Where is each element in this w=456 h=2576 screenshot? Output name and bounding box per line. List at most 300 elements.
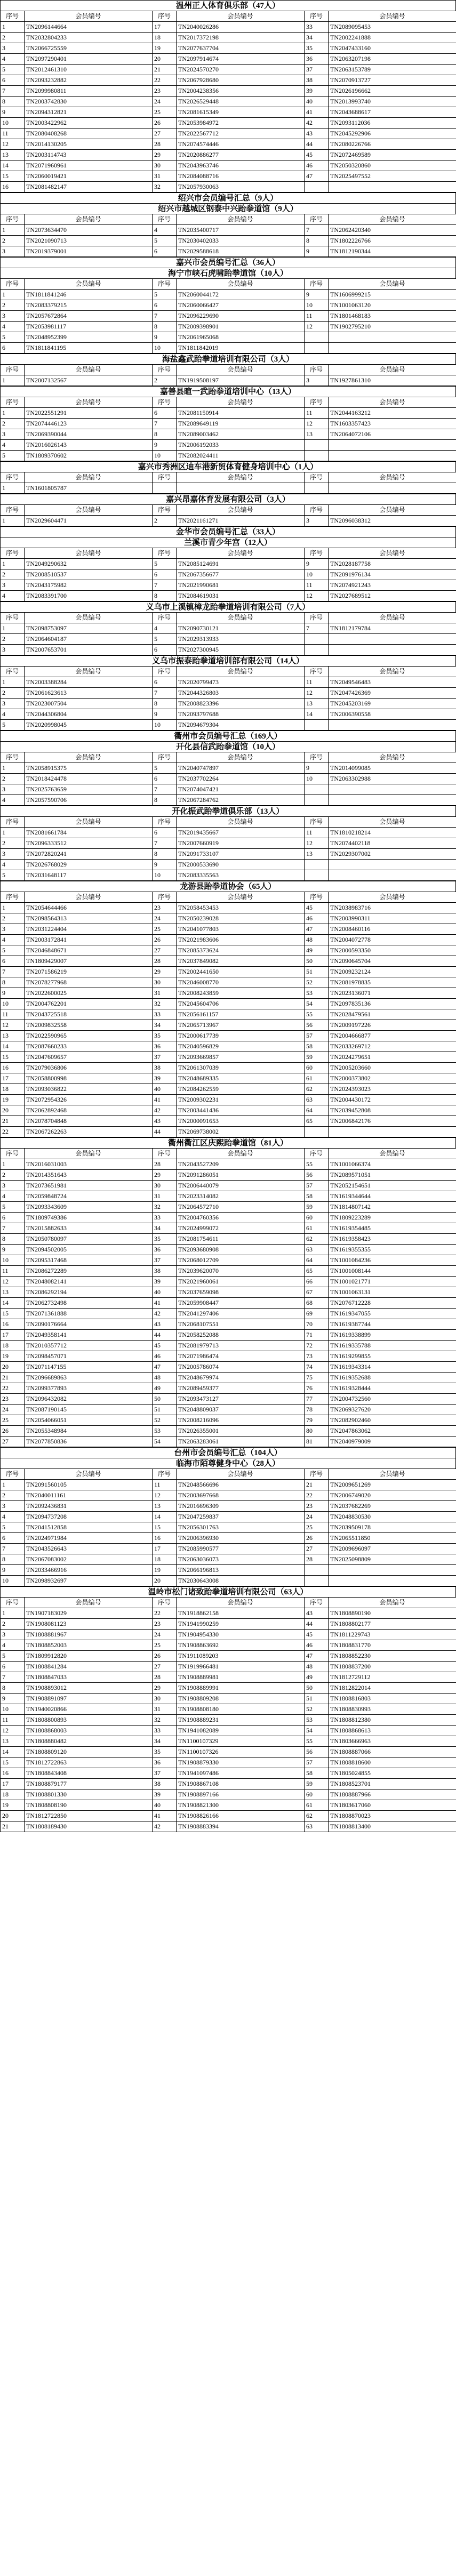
- member-id-cell: TN2098457071: [25, 1351, 153, 1362]
- seq-cell: 1: [1, 763, 25, 774]
- seq-cell: 7: [153, 688, 177, 699]
- seq-cell: 32: [153, 182, 177, 192]
- seq-cell: 3: [1, 311, 25, 322]
- seq-cell: 10: [305, 569, 329, 580]
- seq-cell: 12: [1, 139, 25, 150]
- member-id-cell: TN2093473127: [177, 1394, 305, 1405]
- header-member-id: 会员编号: [329, 505, 456, 516]
- member-id-cell: TN1919508197: [177, 375, 305, 386]
- seq-cell: 15: [1, 1052, 25, 1063]
- member-id-cell: TN1619328444: [329, 1383, 456, 1394]
- seq-cell: 3: [305, 516, 329, 526]
- seq-cell: 3: [1, 1181, 25, 1191]
- seq-cell: 41: [153, 1811, 177, 1821]
- seq-cell: 40: [153, 1084, 177, 1095]
- member-id-cell: TN2023314082: [177, 1191, 305, 1202]
- member-id-cell: TN2022551291: [25, 408, 153, 419]
- seq-cell: 43: [305, 1608, 329, 1619]
- seq-cell: 3: [1, 580, 25, 591]
- member-id-cell: TN2022590965: [25, 1031, 153, 1041]
- member-id-cell: TN1001008144: [329, 1266, 456, 1277]
- member-id-cell: [329, 784, 456, 795]
- seq-cell: [305, 784, 329, 795]
- seq-cell: 2: [1, 1170, 25, 1181]
- table-row: [1, 1073, 456, 1084]
- member-id-cell: TN2062892468: [25, 1105, 153, 1116]
- member-id-cell: TN1808852230: [329, 1651, 456, 1662]
- section-block: [0, 268, 456, 354]
- table-row: [1, 1694, 456, 1704]
- member-id-cell: TN1100107326: [177, 1747, 305, 1758]
- table-row: [1, 1116, 456, 1127]
- seq-cell: 9: [1, 1565, 25, 1576]
- header-seq: 序号: [1, 397, 25, 408]
- header-seq: 序号: [305, 1598, 329, 1608]
- seq-cell: 42: [153, 1821, 177, 1832]
- header-member-id: 会员编号: [329, 397, 456, 408]
- seq-cell: 46: [305, 1640, 329, 1651]
- seq-cell: 15: [1, 1309, 25, 1319]
- seq-cell: 35: [153, 1031, 177, 1041]
- table-row: [1, 913, 456, 924]
- table-row: [1, 1330, 456, 1341]
- member-id-cell: TN1908889981: [177, 1672, 305, 1683]
- section-title: 嘉兴昂嘉体育发展有限公司（3人）: [0, 494, 456, 504]
- table-row: [1, 86, 456, 97]
- member-id-cell: TN1811842019: [177, 343, 305, 354]
- header-seq: 序号: [1, 365, 25, 375]
- member-table: [0, 548, 456, 601]
- seq-cell: 5: [1, 451, 25, 461]
- seq-cell: 7: [1, 86, 25, 97]
- header-seq: 序号: [1, 613, 25, 623]
- seq-cell: [305, 645, 329, 655]
- seq-cell: 70: [305, 1319, 329, 1330]
- seq-cell: 24: [305, 1512, 329, 1522]
- header-row: [1, 817, 456, 828]
- seq-cell: 9: [305, 763, 329, 774]
- member-id-cell: TN2083335563: [177, 870, 305, 881]
- table-row: [1, 1031, 456, 1041]
- member-id-cell: [329, 634, 456, 645]
- member-id-cell: TN2093232882: [25, 75, 153, 86]
- table-row: [1, 924, 456, 935]
- table-row: [1, 1619, 456, 1630]
- member-id-cell: TN2099980811: [25, 86, 153, 97]
- member-id-cell: TN2081150914: [177, 408, 305, 419]
- seq-cell: 14: [1, 1298, 25, 1309]
- member-id-cell: TN2073634470: [25, 225, 153, 236]
- member-table: [0, 1148, 456, 1447]
- header-seq: 序号: [1, 548, 25, 559]
- member-id-cell: [329, 795, 456, 806]
- seq-cell: 59: [305, 1779, 329, 1789]
- seq-cell: 3: [1, 924, 25, 935]
- seq-cell: 15: [1, 1758, 25, 1768]
- member-id-cell: TN2093036822: [25, 1084, 153, 1095]
- member-id-cell: [177, 483, 305, 494]
- member-id-cell: TN2090645704: [329, 956, 456, 967]
- member-id-cell: TN2080408268: [25, 129, 153, 139]
- seq-cell: 45: [305, 150, 329, 161]
- seq-cell: 14: [153, 1512, 177, 1522]
- table-row: [1, 1768, 456, 1779]
- seq-cell: 5: [1, 870, 25, 881]
- member-id-cell: TN1100107329: [177, 1736, 305, 1747]
- member-id-cell: [329, 182, 456, 192]
- seq-cell: 9: [1, 988, 25, 999]
- member-table: [0, 1468, 456, 1586]
- member-id-cell: TN2063036073: [177, 1554, 305, 1565]
- header-seq: 序号: [153, 1598, 177, 1608]
- member-id-cell: TN2031648117: [25, 870, 153, 881]
- member-id-cell: TN2041297406: [177, 1309, 305, 1319]
- member-id-cell: TN2003990311: [329, 913, 456, 924]
- table-row: [1, 300, 456, 311]
- table-row: [1, 559, 456, 569]
- seq-cell: 3: [1, 699, 25, 709]
- seq-cell: 4: [1, 54, 25, 65]
- seq-cell: 77: [305, 1394, 329, 1405]
- table-row: [1, 795, 456, 806]
- seq-cell: 6: [1, 343, 25, 354]
- member-id-cell: TN1812722850: [25, 1811, 153, 1821]
- seq-cell: 4: [1, 440, 25, 451]
- seq-cell: 4: [153, 623, 177, 634]
- seq-cell: 44: [305, 1619, 329, 1630]
- seq-cell: 37: [153, 1052, 177, 1063]
- header-member-id: 会员编号: [25, 365, 153, 375]
- member-id-cell: TN1811841246: [25, 290, 153, 300]
- header-member-id: 会员编号: [177, 472, 305, 483]
- seq-cell: 1: [1, 903, 25, 913]
- member-id-cell: TN2000617739: [177, 1031, 305, 1041]
- header-row: [1, 365, 456, 375]
- member-id-cell: TN2009398901: [177, 322, 305, 332]
- member-id-cell: TN1941097486: [177, 1768, 305, 1779]
- header-seq: 序号: [1, 472, 25, 483]
- member-id-cell: TN1908821300: [177, 1800, 305, 1811]
- member-id-cell: TN1808831770: [329, 1640, 456, 1651]
- table-row: [1, 935, 456, 945]
- seq-cell: 34: [153, 1020, 177, 1031]
- member-id-cell: TN2013993740: [329, 97, 456, 107]
- member-id-cell: TN1801468183: [329, 311, 456, 322]
- seq-cell: 24: [153, 97, 177, 107]
- member-id-cell: TN1619343314: [329, 1362, 456, 1373]
- member-id-cell: TN2041512858: [25, 1522, 153, 1533]
- header-member-id: 会员编号: [177, 505, 305, 516]
- member-id-cell: TN1907183029: [25, 1608, 153, 1619]
- member-id-cell: TN2067083002: [25, 1554, 153, 1565]
- table-row: [1, 1704, 456, 1715]
- seq-cell: 3: [1, 43, 25, 54]
- seq-cell: 11: [305, 580, 329, 591]
- header-seq: 序号: [1, 214, 25, 225]
- section-block: [0, 386, 456, 461]
- table-row: [1, 1512, 456, 1522]
- seq-cell: 9: [153, 709, 177, 720]
- seq-cell: 21: [1, 1116, 25, 1127]
- member-id-cell: [329, 1565, 456, 1576]
- header-seq: 序号: [153, 505, 177, 516]
- seq-cell: 36: [305, 54, 329, 65]
- member-id-cell: TN2081615349: [177, 107, 305, 118]
- section-block: [0, 1586, 456, 1832]
- member-id-cell: TN2003697668: [177, 1490, 305, 1501]
- seq-cell: 20: [153, 54, 177, 65]
- seq-cell: 2: [1, 774, 25, 784]
- seq-cell: 37: [305, 65, 329, 75]
- seq-cell: 31: [153, 988, 177, 999]
- table-row: [1, 1426, 456, 1437]
- member-id-cell: TN2096038312: [329, 516, 456, 526]
- seq-cell: 6: [153, 645, 177, 655]
- seq-cell: 17: [153, 22, 177, 33]
- seq-cell: 28: [153, 1672, 177, 1683]
- seq-cell: 25: [305, 1522, 329, 1533]
- seq-cell: 6: [1, 1662, 25, 1672]
- member-id-cell: TN2085373624: [177, 945, 305, 956]
- seq-cell: 2: [1, 419, 25, 429]
- seq-cell: 57: [305, 1181, 329, 1191]
- member-id-cell: TN2027689512: [329, 591, 456, 601]
- header-member-id: 会员编号: [25, 1598, 153, 1608]
- seq-cell: 15: [153, 1522, 177, 1533]
- member-id-cell: TN2098753097: [25, 623, 153, 634]
- member-id-cell: [329, 1127, 456, 1137]
- seq-cell: 25: [153, 1640, 177, 1651]
- table-row: [1, 1683, 456, 1694]
- member-id-cell: TN2009832558: [25, 1020, 153, 1031]
- seq-cell: 12: [1, 1726, 25, 1736]
- member-id-cell: TN1808800893: [25, 1715, 153, 1726]
- seq-cell: 31: [153, 171, 177, 182]
- header-seq: 序号: [305, 1149, 329, 1159]
- seq-cell: 14: [1, 1041, 25, 1052]
- header-member-id: 会员编号: [329, 548, 456, 559]
- member-id-cell: TN2028187758: [329, 559, 456, 569]
- header-seq: 序号: [1, 1149, 25, 1159]
- member-id-cell: TN2009197226: [329, 1020, 456, 1031]
- member-id-cell: TN2063153789: [329, 65, 456, 75]
- section-title: 开化振武跆拳道俱乐部（13人）: [0, 806, 456, 816]
- seq-cell: 3: [1, 429, 25, 440]
- seq-cell: 2: [153, 516, 177, 526]
- member-id-cell: TN2083379215: [25, 300, 153, 311]
- member-id-cell: TN2063207198: [329, 54, 456, 65]
- member-id-cell: TN2060019421: [25, 171, 153, 182]
- member-id-cell: TN2012461310: [25, 65, 153, 75]
- header-member-id: 会员编号: [177, 1469, 305, 1480]
- member-id-cell: TN2004072778: [329, 935, 456, 945]
- seq-cell: 29: [153, 1683, 177, 1694]
- table-row: [1, 1480, 456, 1490]
- seq-cell: 27: [153, 945, 177, 956]
- member-id-cell: TN1808880482: [25, 1736, 153, 1747]
- member-id-cell: TN2078704848: [25, 1116, 153, 1127]
- member-id-cell: TN2024999072: [177, 1223, 305, 1234]
- member-id-cell: TN2074574446: [177, 139, 305, 150]
- member-id-cell: TN2039620070: [177, 1266, 305, 1277]
- seq-cell: 2: [1, 1490, 25, 1501]
- header-seq: 序号: [153, 214, 177, 225]
- seq-cell: 79: [305, 1415, 329, 1426]
- seq-cell: 36: [153, 1245, 177, 1255]
- seq-cell: 1: [1, 677, 25, 688]
- seq-cell: 1: [1, 1159, 25, 1170]
- member-id-cell: TN2007660919: [177, 838, 305, 849]
- section-title: 义乌市上溪镇樟龙跆拳道培训有限公司（7人）: [0, 601, 456, 612]
- seq-cell: 1: [1, 516, 25, 526]
- seq-cell: 45: [305, 1630, 329, 1640]
- table-row: [1, 1405, 456, 1415]
- section-title: 嘉善县暄一武跆拳道培训中心（13人）: [0, 386, 456, 397]
- seq-cell: 7: [305, 623, 329, 634]
- member-id-cell: TN1601805787: [25, 483, 153, 494]
- header-row: [1, 505, 456, 516]
- table-row: [1, 1277, 456, 1287]
- member-id-cell: TN1919966481: [177, 1662, 305, 1672]
- member-id-cell: TN2071147155: [25, 1362, 153, 1373]
- member-id-cell: TN2020998045: [25, 720, 153, 731]
- member-id-cell: TN2006192033: [177, 440, 305, 451]
- member-id-cell: TN1808812380: [329, 1715, 456, 1726]
- table-row: [1, 709, 456, 720]
- seq-cell: 24: [1, 1405, 25, 1415]
- member-id-cell: TN1001066374: [329, 1159, 456, 1170]
- seq-cell: 9: [1, 1245, 25, 1255]
- member-id-cell: TN2043963746: [177, 161, 305, 171]
- seq-cell: 12: [1, 1020, 25, 1031]
- member-id-cell: TN2073651981: [25, 1181, 153, 1191]
- header-member-id: 会员编号: [25, 548, 153, 559]
- member-id-cell: TN2044306804: [25, 709, 153, 720]
- seq-cell: 35: [153, 1747, 177, 1758]
- header-seq: 序号: [1, 11, 25, 22]
- header-member-id: 会员编号: [329, 214, 456, 225]
- seq-cell: 13: [153, 1501, 177, 1512]
- member-id-cell: TN2072469589: [329, 150, 456, 161]
- seq-cell: 11: [1, 1009, 25, 1020]
- seq-cell: 19: [1, 1095, 25, 1105]
- member-id-cell: TN2093797688: [177, 709, 305, 720]
- seq-cell: 8: [1, 97, 25, 107]
- member-id-cell: TN1810218214: [329, 828, 456, 838]
- member-id-cell: TN2029313933: [177, 634, 305, 645]
- seq-cell: 20: [1, 1811, 25, 1821]
- seq-cell: 30: [153, 1181, 177, 1191]
- member-table: [0, 11, 456, 192]
- member-id-cell: TN2069327620: [329, 1405, 456, 1415]
- seq-cell: 6: [153, 300, 177, 311]
- member-id-cell: TN2016031003: [25, 1159, 153, 1170]
- table-row: [1, 1383, 456, 1394]
- member-id-cell: TN2091560105: [25, 1480, 153, 1490]
- seq-cell: 55: [305, 1009, 329, 1020]
- member-id-cell: TN2053981117: [25, 322, 153, 332]
- table-row: [1, 1127, 456, 1137]
- member-id-cell: TN2046008770: [177, 977, 305, 988]
- header-seq: 序号: [153, 472, 177, 483]
- seq-cell: 12: [153, 1490, 177, 1501]
- member-id-cell: TN1808887066: [329, 1747, 456, 1758]
- seq-cell: 1: [1, 559, 25, 569]
- seq-cell: 4: [1, 795, 25, 806]
- member-table: [0, 1597, 456, 1832]
- header-seq: 序号: [153, 892, 177, 903]
- member-id-cell: TN2000533690: [177, 860, 305, 870]
- table-row: [1, 43, 456, 54]
- section-title: 绍兴市越城区钢泰中兴跆拳道馆（9人）: [0, 203, 456, 214]
- seq-cell: 14: [1, 1747, 25, 1758]
- seq-cell: 12: [305, 591, 329, 601]
- seq-cell: 51: [305, 1694, 329, 1704]
- table-row: [1, 1095, 456, 1105]
- member-id-cell: TN1808813400: [329, 1821, 456, 1832]
- table-row: [1, 677, 456, 688]
- member-id-cell: TN2031224404: [25, 924, 153, 935]
- header-member-id: 会员编号: [177, 397, 305, 408]
- header-member-id: 会员编号: [329, 365, 456, 375]
- seq-cell: 28: [153, 139, 177, 150]
- seq-cell: 54: [305, 1726, 329, 1736]
- member-id-cell: TN2040747897: [177, 763, 305, 774]
- member-id-cell: TN1808830993: [329, 1704, 456, 1715]
- header-member-id: 会员编号: [177, 214, 305, 225]
- member-id-cell: TN2010357712: [25, 1341, 153, 1351]
- table-row: [1, 1213, 456, 1223]
- member-id-cell: TN2047609657: [25, 1052, 153, 1063]
- member-id-cell: TN1808189430: [25, 1821, 153, 1832]
- member-id-cell: TN2081661784: [25, 828, 153, 838]
- member-id-cell: TN2004762201: [25, 999, 153, 1009]
- seq-cell: 54: [153, 1437, 177, 1447]
- seq-cell: 39: [153, 1073, 177, 1084]
- seq-cell: 7: [153, 784, 177, 795]
- seq-cell: 10: [1, 1704, 25, 1715]
- seq-cell: 41: [153, 1095, 177, 1105]
- table-row: [1, 1170, 456, 1181]
- member-id-cell: TN2084262559: [177, 1084, 305, 1095]
- member-id-cell: TN2003742830: [25, 97, 153, 107]
- member-id-cell: TN2000593350: [329, 945, 456, 956]
- table-row: [1, 1351, 456, 1362]
- seq-cell: 27: [153, 129, 177, 139]
- seq-cell: 4: [1, 322, 25, 332]
- section-block: [0, 731, 456, 741]
- member-table: [0, 612, 456, 655]
- seq-cell: 14: [1, 161, 25, 171]
- seq-cell: 21: [1, 1821, 25, 1832]
- header-row: [1, 752, 456, 763]
- seq-cell: [305, 870, 329, 881]
- member-id-cell: TN2014351643: [25, 1170, 153, 1181]
- seq-cell: 21: [153, 65, 177, 75]
- header-seq: 序号: [305, 365, 329, 375]
- seq-cell: 19: [1, 1351, 25, 1362]
- seq-cell: 62: [305, 1811, 329, 1821]
- header-member-id: 会员编号: [329, 667, 456, 677]
- table-row: [1, 1063, 456, 1073]
- seq-cell: 2: [1, 236, 25, 246]
- seq-cell: 8: [153, 322, 177, 332]
- seq-cell: [305, 720, 329, 731]
- seq-cell: 50: [305, 1683, 329, 1694]
- member-id-cell: TN2080226766: [329, 139, 456, 150]
- member-id-cell: TN2009232124: [329, 967, 456, 977]
- seq-cell: 52: [153, 1415, 177, 1426]
